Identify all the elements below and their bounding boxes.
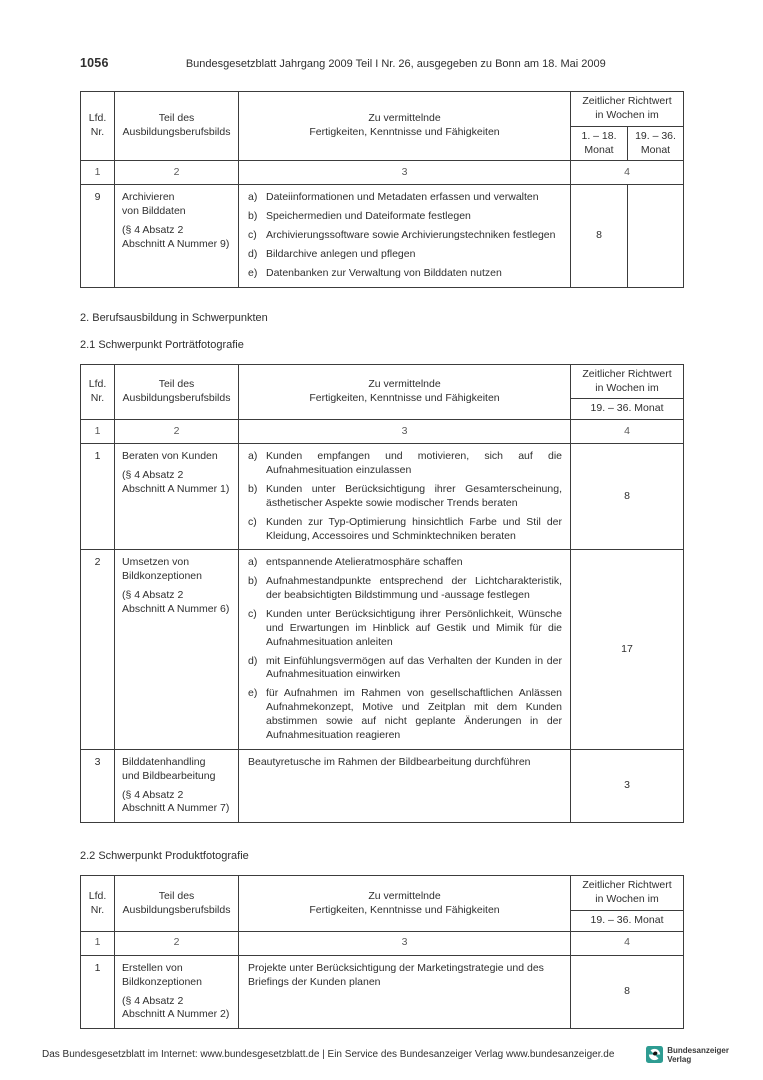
- item-letter: a): [248, 191, 258, 204]
- page-footer: [42, 1046, 729, 1064]
- column-header-monat: 1. – 18. Monat: [571, 126, 628, 161]
- numbering-cell: 1: [81, 931, 115, 955]
- numbering-cell: 1: [81, 420, 115, 444]
- table-portraetfotografie: [80, 364, 684, 823]
- fertigkeiten-item: [248, 962, 562, 990]
- column-header-richtwert: Zeitlicher Richtwert in Wochen im: [571, 876, 684, 911]
- numbering-cell: 4: [571, 931, 684, 955]
- fertigkeiten-item: [248, 575, 562, 603]
- fertigkeiten-item: [248, 756, 562, 770]
- publisher-logo-line2: Verlag: [667, 1054, 692, 1064]
- fertigkeiten-item: [248, 191, 562, 205]
- item-letter: e): [248, 687, 258, 700]
- item-letter: c): [248, 608, 257, 621]
- item-letter: b): [248, 575, 258, 588]
- numbering-cell: 2: [115, 931, 239, 955]
- item-letter: c): [248, 229, 257, 242]
- wochen-cell: [628, 185, 684, 287]
- item-letter: e): [248, 266, 258, 279]
- fertigkeiten-cell: [239, 955, 571, 1028]
- item-text: Kunden zur Typ-Optimierung hinsichtlich Farbe und Stil der Kleidung, Accessoires und Schminktechniken beraten: [266, 515, 562, 542]
- column-header-fertigkeiten: Zu vermittelnde Fertigkeiten, Kenntnisse und Fähigkeiten: [239, 364, 571, 420]
- column-header-berufsbild: Teil des Ausbildungsberufsbilds: [115, 876, 239, 932]
- item-text: Kunden unter Berücksichtigung ihrer Persönlichkeit, Wünsche und Erwartungen im Hinblick auf Gestik und Mimik für die Aufnahmesituation anleiten: [266, 608, 562, 648]
- page-header: [80, 56, 683, 70]
- berufsbild-cell: Bilddatenhandling und Bildbearbeitung (§ 4 Absatz 2 Abschnitt A Nummer 7): [115, 749, 239, 822]
- item-text: Speichermedien und Dateiformate festlegen: [266, 210, 471, 223]
- column-header-berufsbild: Teil des Ausbildungsberufsbilds: [115, 364, 239, 420]
- item-letter: d): [248, 248, 258, 261]
- column-header-berufsbild: Teil des Ausbildungsberufsbilds: [115, 92, 239, 161]
- item-text: Kunden empfangen und motivieren, sich auf die Aufnahmesituation einzulassen: [266, 450, 562, 477]
- fertigkeiten-item: [248, 483, 562, 511]
- row-number-cell: 2: [81, 550, 115, 749]
- column-header-monat: 19. – 36. Monat: [628, 126, 684, 161]
- item-text: Beautyretusche im Rahmen der Bildbearbeitung durchführen: [248, 755, 531, 768]
- column-header-fertigkeiten: Zu vermittelnde Fertigkeiten, Kenntnisse und Fähigkeiten: [239, 876, 571, 932]
- item-text: Bildarchive anlegen und pflegen: [266, 248, 416, 261]
- berufsbild-cell: Erstellen von Bildkonzeptionen (§ 4 Absatz 2 Abschnitt A Nummer 2): [115, 955, 239, 1028]
- table-archivieren: [80, 91, 684, 288]
- fertigkeiten-item: [248, 248, 562, 262]
- berufsbild-cell: Umsetzen von Bildkonzeptionen (§ 4 Absatz 2 Abschnitt A Nummer 6): [115, 550, 239, 749]
- fertigkeiten-item: [248, 655, 562, 683]
- item-letter: a): [248, 450, 258, 463]
- wochen-cell: 3: [571, 749, 684, 822]
- berufsbild-cell: Beraten von Kunden (§ 4 Absatz 2 Abschnitt A Nummer 1): [115, 444, 239, 550]
- fertigkeiten-item: [248, 556, 562, 570]
- wochen-cell: 17: [571, 550, 684, 749]
- numbering-cell: 4: [571, 420, 684, 444]
- publisher-logo-text: [667, 1046, 729, 1064]
- fertigkeiten-item: [248, 516, 562, 544]
- page-header-line: Bundesgesetzblatt Jahrgang 2009 Teil I Nr. 26, ausgegeben zu Bonn am 18. Mai 2009: [185, 58, 606, 70]
- fertigkeiten-cell: [239, 185, 571, 287]
- item-text: Dateiinformationen und Metadaten erfassen und verwalten: [266, 191, 539, 204]
- column-header-lfd-nr: Lfd. Nr.: [81, 876, 115, 932]
- item-text: für Aufnahmen im Rahmen von gesellschaftlichen Anlässen Aufnahmekonzept, Motive und Zeitplan mit dem Kunden abstimmen sowie auf nicht geplante Änderungen in der Aufnahmesituation reagieren: [266, 687, 562, 741]
- item-letter: a): [248, 556, 258, 569]
- wochen-cell: 8: [571, 444, 684, 550]
- fertigkeiten-item: [248, 267, 562, 281]
- item-text: Projekte unter Berücksichtigung der Marketingstrategie und des Briefings der Kunden planen: [248, 961, 544, 988]
- item-text: mit Einfühlungsvermögen auf das Verhalten der Kunden in der Aufnahmesituation einwirken: [266, 654, 562, 681]
- berufsbild-cell: Archivieren von Bilddaten (§ 4 Absatz 2 Abschnitt A Nummer 9): [115, 185, 239, 287]
- page-number: 1056: [80, 56, 109, 70]
- item-letter: b): [248, 483, 258, 496]
- fertigkeiten-item: [248, 229, 562, 243]
- column-header-fertigkeiten: Zu vermittelnde Fertigkeiten, Kenntnisse und Fähigkeiten: [239, 92, 571, 161]
- row-number-cell: 9: [81, 185, 115, 287]
- fertigkeiten-item: [248, 210, 562, 224]
- column-header-richtwert: Zeitlicher Richtwert in Wochen im: [571, 364, 684, 399]
- row-number-cell: 3: [81, 749, 115, 822]
- column-header-monat: 19. – 36. Monat: [571, 910, 684, 931]
- item-letter: c): [248, 515, 257, 528]
- row-number-cell: 1: [81, 444, 115, 550]
- section-heading-2-2: 2.2 Schwerpunkt Produktfotografie: [80, 850, 249, 863]
- item-letter: d): [248, 654, 258, 667]
- numbering-cell: 3: [239, 931, 571, 955]
- fertigkeiten-item: [248, 687, 562, 742]
- item-text: Aufnahmestandpunkte entsprechend der Lichtcharakteristik, der beabsichtigten Bildstimmung und -aussage festlegen: [266, 575, 562, 602]
- column-header-richtwert: Zeitlicher Richtwert in Wochen im: [571, 92, 684, 127]
- fertigkeiten-item: [248, 608, 562, 650]
- wochen-cell: 8: [571, 185, 628, 287]
- footer-text: Das Bundesgesetzblatt im Internet: www.bundesgesetzblatt.de | Ein Service des Bundesanzeiger Verlag www.bundesanzeiger.de: [42, 1049, 615, 1061]
- column-header-monat: 19. – 36. Monat: [571, 399, 684, 420]
- table-slot-portraetfotografie: [80, 364, 683, 823]
- item-text: entspannende Atelieratmosphäre schaffen: [266, 556, 463, 569]
- section-heading-2-1: 2.1 Schwerpunkt Porträtfotografie: [80, 338, 244, 351]
- publisher-logo-icon: [646, 1046, 663, 1063]
- item-text: Kunden unter Berücksichtigung ihrer Gesamterscheinung, ästhetischer Aspekte sowie modischer Trends beraten: [266, 483, 562, 509]
- fertigkeiten-cell: [239, 550, 571, 749]
- item-text: Datenbanken zur Verwaltung von Bilddaten nutzen: [266, 266, 502, 279]
- table-slot-produktfotografie: [80, 875, 683, 1029]
- publisher-logo: [646, 1046, 729, 1064]
- section-heading-2: 2. Berufsausbildung in Schwerpunkten: [80, 311, 268, 324]
- row-number-cell: 1: [81, 955, 115, 1028]
- fertigkeiten-item: [248, 450, 562, 478]
- wochen-cell: 8: [571, 955, 684, 1028]
- numbering-cell: 2: [115, 161, 239, 185]
- numbering-cell: 3: [239, 420, 571, 444]
- numbering-cell: 4: [571, 161, 684, 185]
- numbering-cell: 3: [239, 161, 571, 185]
- item-text: Archivierungssoftware sowie Archivierungstechniken festlegen: [266, 229, 556, 242]
- fertigkeiten-cell: [239, 749, 571, 822]
- item-letter: b): [248, 210, 258, 223]
- fertigkeiten-cell: [239, 444, 571, 550]
- table-slot-archivieren: [80, 91, 683, 288]
- column-header-lfd-nr: Lfd. Nr.: [81, 92, 115, 161]
- table-produktfotografie: [80, 875, 684, 1029]
- publisher-logo-line1: Bundesanzeiger: [667, 1045, 729, 1055]
- numbering-cell: 1: [81, 161, 115, 185]
- numbering-cell: 2: [115, 420, 239, 444]
- column-header-lfd-nr: Lfd. Nr.: [81, 364, 115, 420]
